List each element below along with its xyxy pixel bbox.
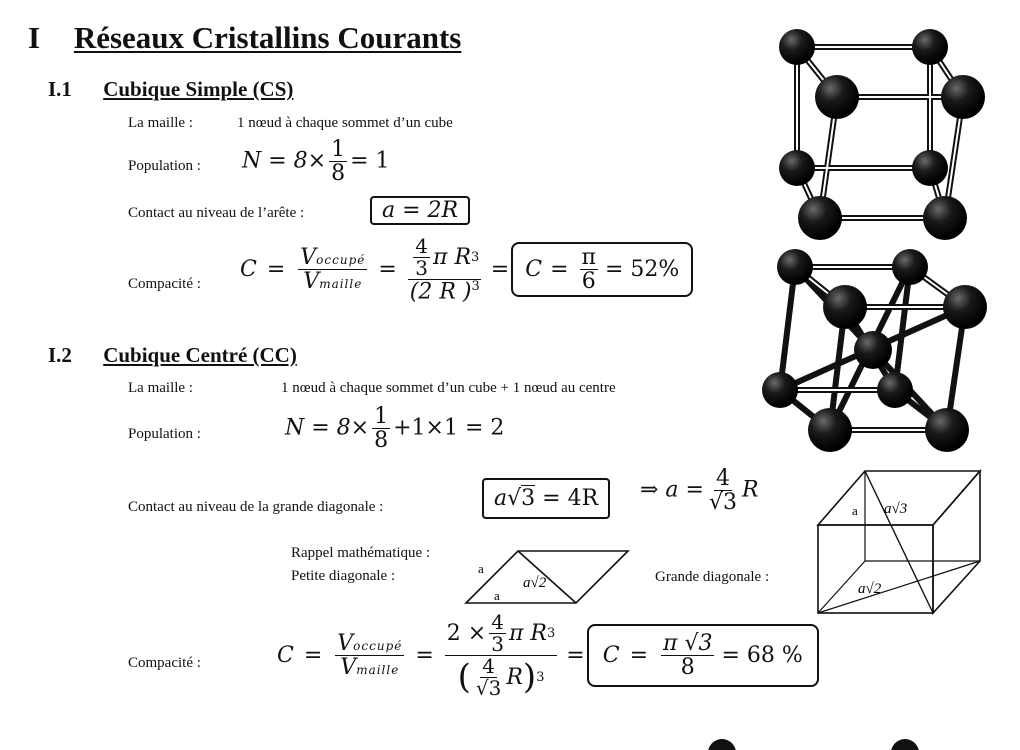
subsection-heading-cs (48, 77, 293, 102)
a-sqrt3-label: a√3 (884, 501, 908, 517)
base-a-label: a (494, 588, 500, 603)
cs-population-label: Population : (128, 158, 201, 174)
subsection-title: Cubique Centré (CC) (103, 343, 297, 367)
cc-population-label: Population : (128, 426, 201, 442)
section-title: Réseaux Cristallins Courants (73, 20, 462, 55)
a-sqrt2-label: a√2 (858, 581, 882, 597)
cc-compacite-label: Compacité : (128, 655, 201, 671)
section-number: I (28, 20, 41, 55)
cc-maille-text: 1 nœud à chaque sommet d’un cube + 1 nœud au centre (281, 380, 616, 396)
side-a-label: a (478, 561, 484, 576)
body-centered-cubic-lattice-image (755, 245, 995, 460)
petite-diagonale-diagram (460, 545, 635, 610)
cs-contact-formula-box: a = 2R (370, 196, 470, 225)
volume-fraction: $\frac{\text{Voccupé}}{\text{Vmaille}}$ (300, 245, 366, 295)
grande-diagonale-diagram (810, 465, 990, 620)
cs-compacite-formula: C = $\frac{\text{Voccupé}}{\text{Vmaille}}$ = $\frac{4}{3}$ π R 3 (2 R )$^3$ = C = $\frac{\pi}{6}$ = 52% (240, 236, 693, 303)
cs-compacite-label: Compacité : (128, 276, 201, 292)
simple-cubic-lattice-image (755, 25, 995, 250)
height-a-label: a (852, 503, 858, 518)
cc-contact-label: Contact au niveau de la grande diagonale : (128, 499, 384, 515)
subsection-number: I.1 (48, 77, 72, 101)
subsection-heading-cc (48, 343, 297, 368)
cc-compacite-result-box: C = $\frac{\pi √3}{8}$ = 68 % (587, 624, 819, 687)
partial-lattice-image (700, 735, 940, 750)
cs-maille-label: La maille : (128, 115, 193, 131)
cc-population-formula: N = 8× $\frac{1}{8}$ +1×1 = 2 (285, 404, 505, 454)
subsection-number: I.2 (48, 343, 72, 367)
cc-grande-label: Grande diagonale : (655, 569, 770, 585)
cc-maille-label: La maille : (128, 380, 193, 396)
cc-contact-formula-box: a√3 = 4R (482, 478, 610, 519)
expression-fraction: $\frac{4}{3}$ π R 3 (2 R )$^3$ (409, 234, 480, 305)
subsection-title: Cubique Simple (CS) (103, 77, 294, 101)
cc-compacite-formula: C = $\frac{\text{Voccupé}}{\text{Vmaille}}$ = 2 × $\frac{4}{3}$ π R 3 ( $\frac{4}{√3}$ R ) 3 = C = $\frac{\pi √3}{8}$ = 68 % (277, 612, 819, 699)
cc-implies-formula: ⇒ a = $\frac{4}{√3}$ R (640, 466, 759, 516)
cs-population-formula: N = 8× $\frac{1}{8}$ = 1 (242, 137, 390, 187)
cs-maille-text: 1 nœud à chaque sommet d’un cube (237, 115, 453, 131)
cc-petite-label: Petite diagonale : (291, 568, 396, 584)
section-heading (28, 20, 461, 56)
cs-contact-label: Contact au niveau de l’arête : (128, 205, 305, 221)
cc-rappel-label: Rappel mathématique : (291, 545, 431, 561)
a-sqrt2-label: a√2 (523, 575, 547, 591)
cs-compacite-result-box: C = $\frac{\pi}{6}$ = 52% (511, 242, 693, 297)
fraction: $\frac{1}{8}$ (331, 137, 346, 187)
